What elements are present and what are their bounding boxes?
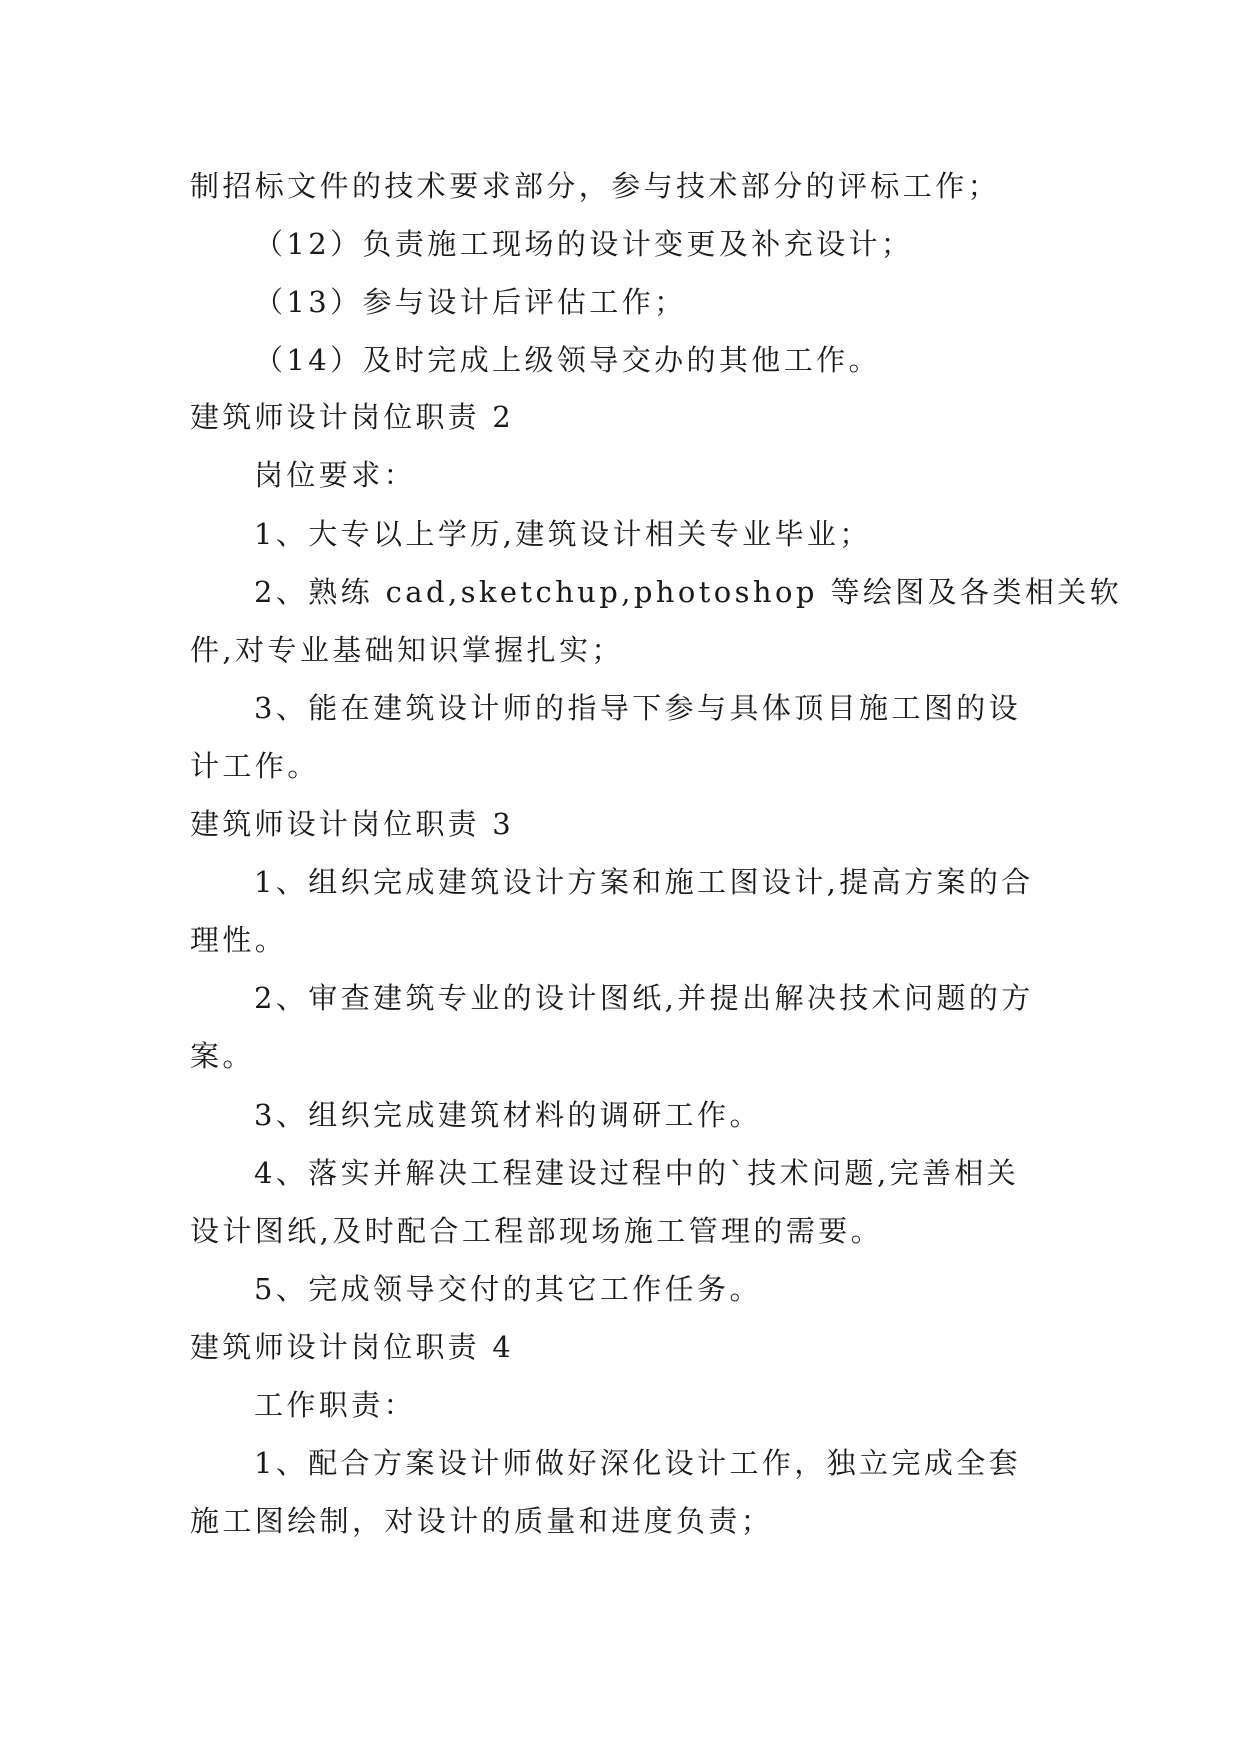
list-item-continuation: 理性。 xyxy=(190,923,288,957)
list-item: 1、大专以上学历,建筑设计相关专业毕业； xyxy=(254,517,872,551)
list-item-continuation: 件,对专业基础知识掌握扎实； xyxy=(190,633,624,667)
section-heading: 建筑师设计岗位职责 4 xyxy=(190,1330,514,1364)
list-item: （12）负责施工现场的设计变更及补充设计； xyxy=(254,227,914,261)
list-item: （13）参与设计后评估工作； xyxy=(254,285,687,319)
body-text-line: 制招标文件的技术要求部分，参与技术部分的评标工作； xyxy=(190,169,1001,203)
list-item: （14）及时完成上级领导交办的其他工作。 xyxy=(254,343,881,377)
list-item-continuation: 案。 xyxy=(190,1039,255,1073)
list-item-continuation: 计工作。 xyxy=(190,749,320,783)
subheading: 岗位要求： xyxy=(254,458,417,492)
list-item: 3、组织完成建筑材料的调研工作。 xyxy=(254,1098,762,1132)
list-item: 5、完成领导交付的其它工作任务。 xyxy=(254,1272,762,1306)
list-item: 1、配合方案设计师做好深化设计工作，独立完成全套 xyxy=(254,1446,1022,1480)
section-heading: 建筑师设计岗位职责 2 xyxy=(190,400,514,434)
list-item: 2、审查建筑专业的设计图纸,并提出解决技术问题的方 xyxy=(254,981,1034,1015)
list-item: 2、熟练 cad,sketchup,photoshop 等绘图及各类相关软 xyxy=(254,575,1123,609)
subheading: 工作职责： xyxy=(254,1388,417,1422)
list-item: 1、组织完成建筑设计方案和施工图设计,提高方案的合 xyxy=(254,865,1034,899)
list-item: 4、落实并解决工程建设过程中的`技术问题,完善相关 xyxy=(254,1156,1020,1190)
section-heading: 建筑师设计岗位职责 3 xyxy=(190,807,514,841)
list-item: 3、能在建筑设计师的指导下参与具体顶目施工图的设 xyxy=(254,691,1022,725)
list-item-continuation: 施工图绘制，对设计的质量和进度负责； xyxy=(190,1504,774,1538)
list-item-continuation: 设计图纸,及时配合工程部现场施工管理的需要。 xyxy=(190,1214,884,1248)
